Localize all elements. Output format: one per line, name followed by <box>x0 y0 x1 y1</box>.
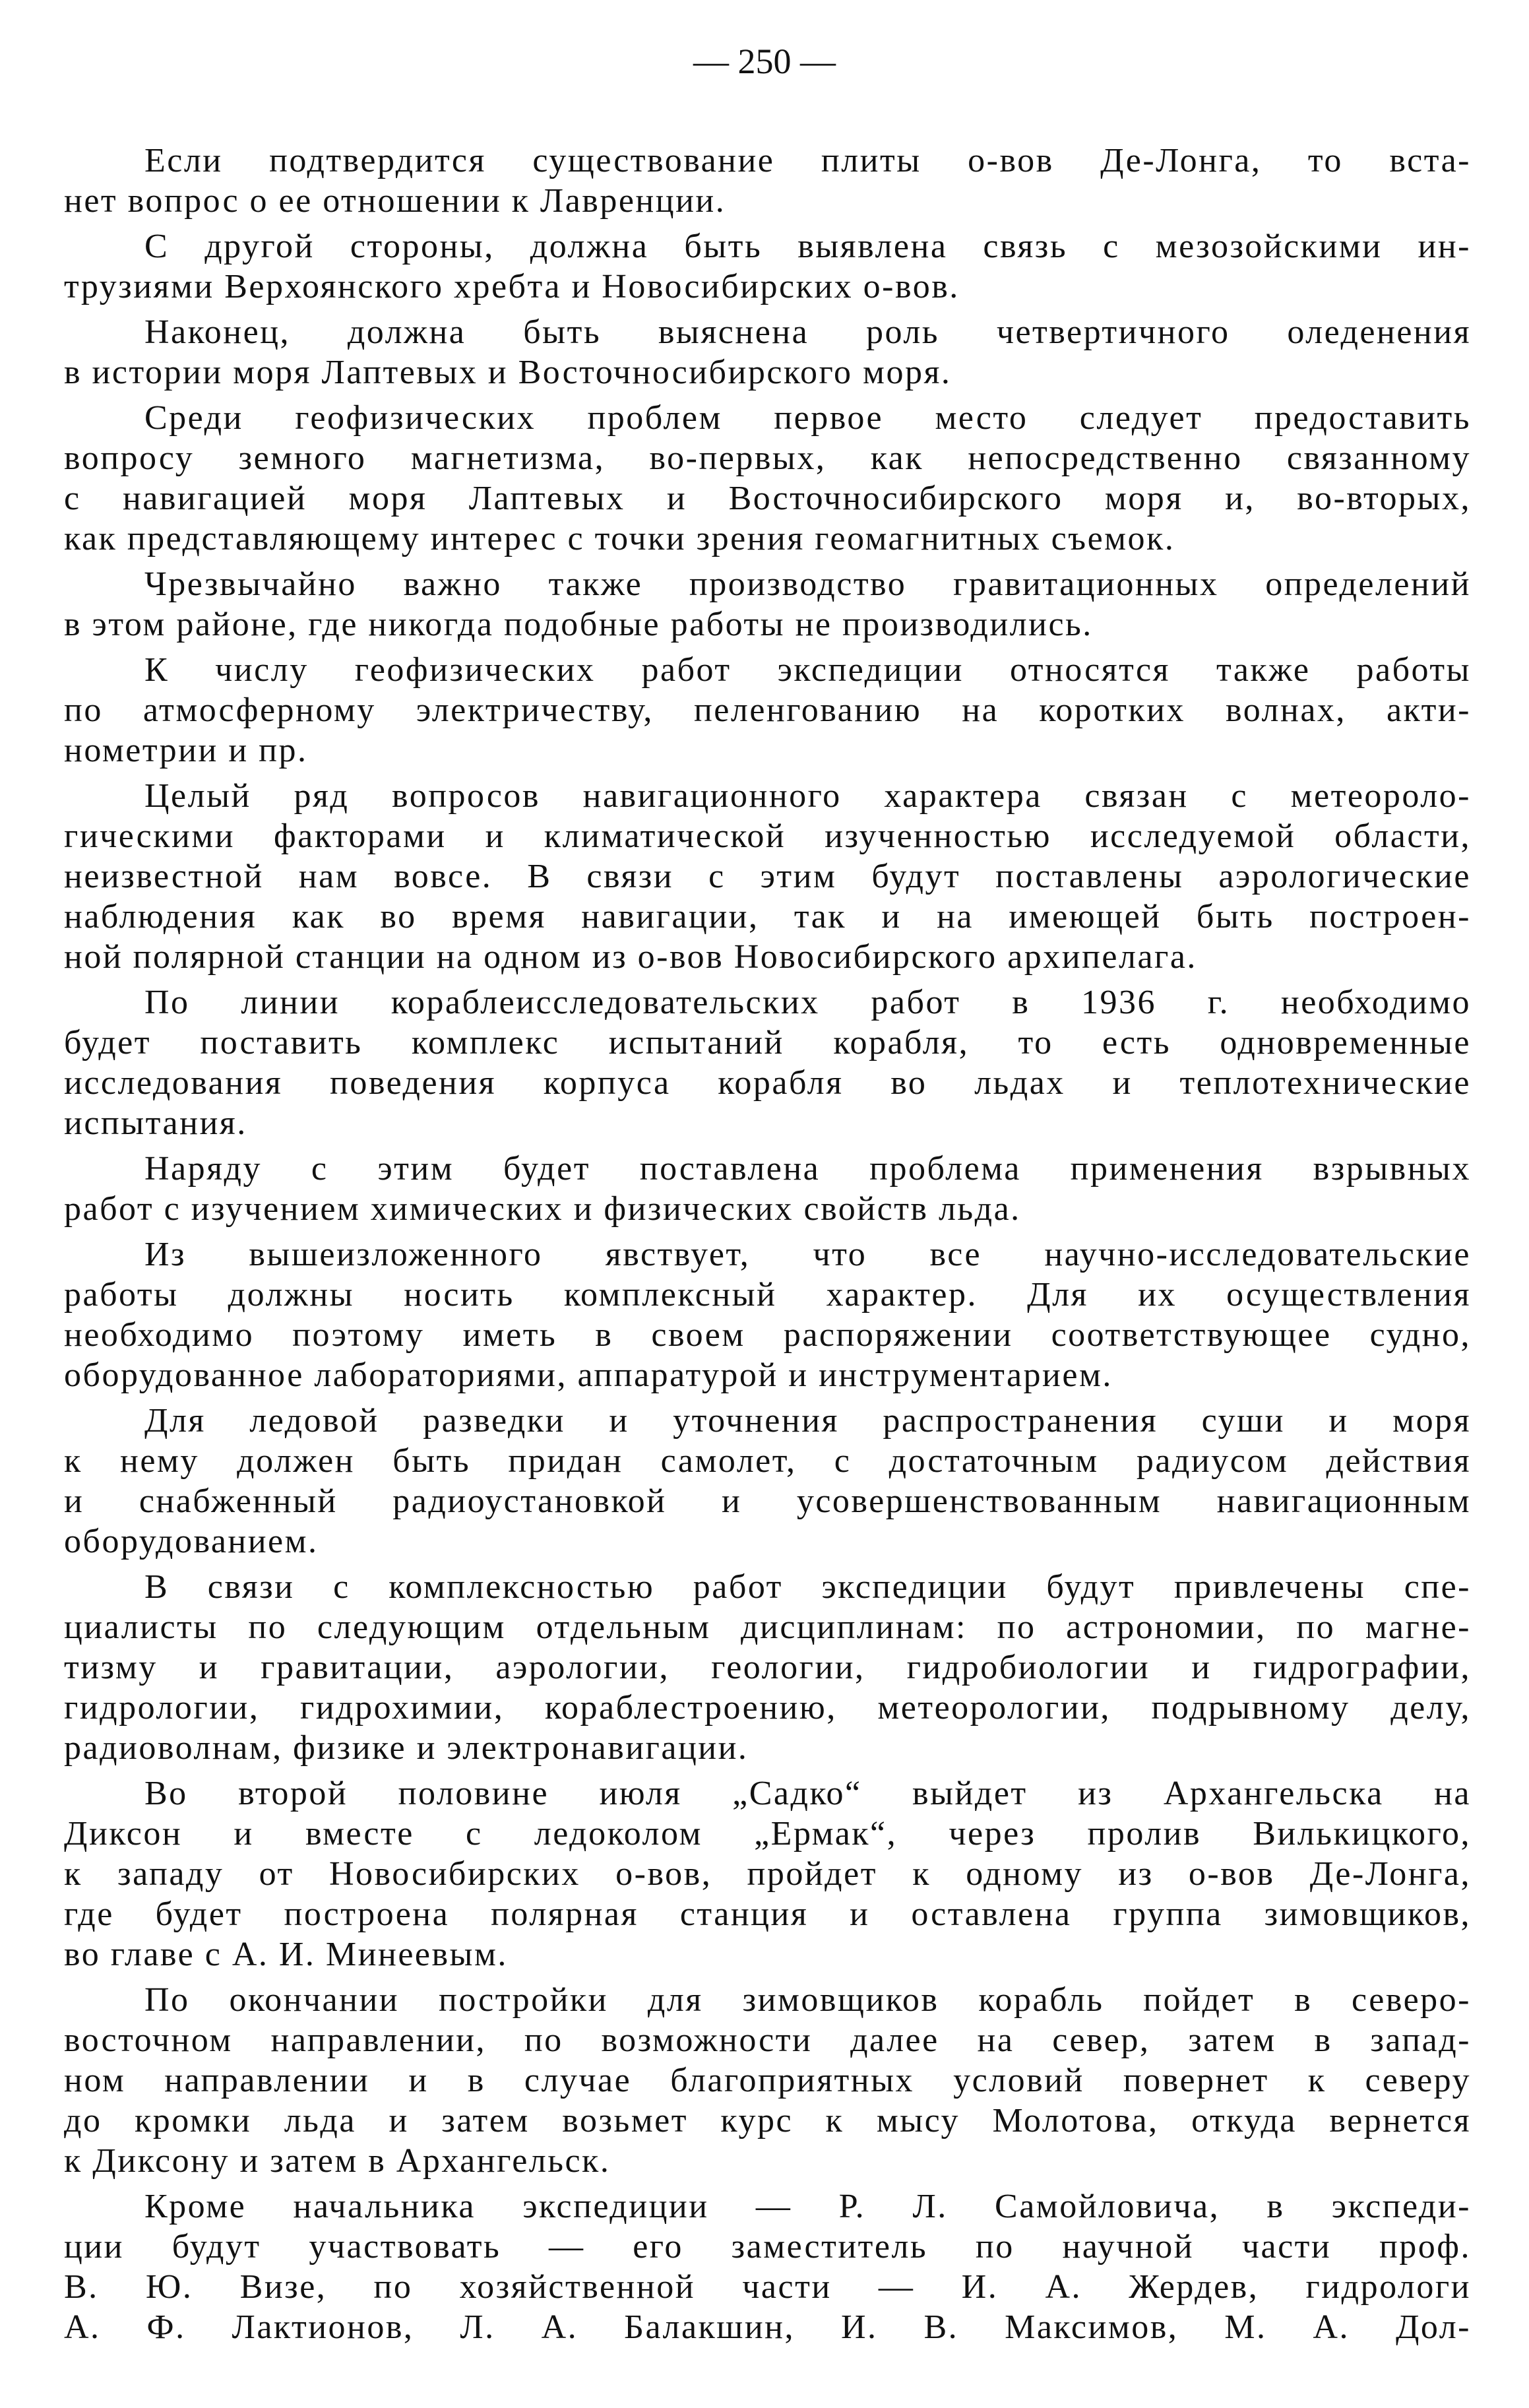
text-line: будет поставить комплекс испытаний корабля, то есть одновременные <box>64 1024 1471 1061</box>
text-line: наблюдения как во время навигации, так и на имеющей быть построен- <box>64 898 1471 935</box>
text-line: к нему должен быть придан самолет, с достаточным радиусом действия <box>64 1442 1471 1480</box>
text-line: А. Ф. Лактионов, Л. А. Балакшин, И. В. Максимов, М. А. Дол- <box>64 2308 1471 2346</box>
text-line: и снабженный радиоустановкой и усовершенствованным навигационным <box>64 1482 1471 1520</box>
paragraph <box>64 1234 1471 1395</box>
text-line: ном направлении и в случае благоприятных условий повернет к северу <box>64 2062 1471 2099</box>
text-line: Во второй половине июля „Садко“ выйдет из Архангельска на <box>144 1775 1471 1812</box>
text-line: гидрологии, гидрохимии, кораблестроению, метеорологии, подрывному делу, <box>64 1689 1471 1727</box>
text-line: Из вышеизложенного явствует, что все научно-исследовательские <box>144 1236 1471 1273</box>
text-line: К числу геофизических работ экспедиции относятся также работы <box>144 651 1471 689</box>
text-line: Среди геофизических проблем первое место следует предоставить <box>144 399 1471 437</box>
text-line: нометрии и пр. <box>64 732 308 769</box>
text-line: ции будут участвовать — его заместитель по научной части проф. <box>64 2228 1471 2265</box>
text-line: как представляющему интерес с точки зрения геомагнитных съемок. <box>64 520 1175 557</box>
text-line: трузиями Верхоянского хребта и Новосибирских о-вов. <box>64 268 960 305</box>
paragraph <box>64 564 1471 645</box>
text-line: Кроме начальника экспедиции — Р. Л. Самойловича, в экспеди- <box>144 2188 1471 2225</box>
paragraph <box>64 141 1471 221</box>
page-number: — 250 — <box>693 42 836 81</box>
text-line: исследования поведения корпуса корабля во льдах и теплотехнические <box>64 1064 1471 1102</box>
text-line: во главе с А. И. Минеевым. <box>64 1936 508 1973</box>
text-line: восточном направлении, по возможности далее на север, затем в запад- <box>64 2021 1471 2059</box>
paragraph <box>64 1149 1471 1229</box>
text-line: нет вопрос о ее отношении к Лавренции. <box>64 182 726 220</box>
text-line: Чрезвычайно важно также производство гравитационных определений <box>144 565 1471 603</box>
text-line: в этом районе, где никогда подобные работы не производились. <box>64 606 1093 643</box>
paragraph <box>64 1773 1471 1975</box>
text-line: гическими факторами и климатической изученностью исследуемой области, <box>64 817 1471 855</box>
text-line: Наконец, должна быть выяснена роль четвертичного оледенения <box>144 313 1471 351</box>
text-line: где будет построена полярная станция и оставлена группа зимовщиков, <box>64 1895 1471 1933</box>
text-line: По окончании постройки для зимовщиков корабль пойдет в северо- <box>144 1981 1471 2019</box>
text-line: к западу от Новосибирских о-вов, пройдет к одному из о-вов Де-Лонга, <box>64 1855 1471 1893</box>
text-line: с навигацией моря Лаптевых и Восточносибирского моря и, во-вторых, <box>64 480 1471 517</box>
paragraph <box>64 650 1471 771</box>
text-line: неизвестной нам вовсе. В связи с этим будут поставлены аэрологические <box>64 858 1471 895</box>
text-line: необходимо поэтому иметь в своем распоряжении соответствующее судно, <box>64 1316 1471 1354</box>
text-line: работ с изучением химических и физических свойств льда. <box>64 1190 1021 1228</box>
paragraph <box>64 1980 1471 2181</box>
text-line: оборудованием. <box>64 1523 319 1560</box>
paragraph <box>64 312 1471 393</box>
text-line: вопросу земного магнетизма, во-первых, как непосредственно связанному <box>64 439 1471 477</box>
text-line: Целый ряд вопросов навигационного характера связан с метеороло- <box>144 777 1471 815</box>
paragraph <box>64 1567 1471 1768</box>
text-line: тизму и гравитации, аэрологии, геологии, гидробиологии и гидрографии, <box>64 1649 1471 1686</box>
text-line: к Диксону и затем в Архангельск. <box>64 2142 611 2180</box>
text-line: Для ледовой разведки и уточнения распространения суши и моря <box>144 1402 1471 1440</box>
paragraph <box>64 398 1471 559</box>
text-line: в истории моря Лаптевых и Восточносибирского моря. <box>64 354 952 391</box>
text-line: В. Ю. Визе, по хозяйственной части — И. А. Жердев, гидрологи <box>64 2268 1471 2306</box>
paragraph <box>64 776 1471 977</box>
text-line: В связи с комплексностью работ экспедиции будут привлечены спе- <box>144 1568 1471 1606</box>
paragraph <box>64 1401 1471 1562</box>
text-line: по атмосферному электричеству, пеленгованию на коротких волнах, акти- <box>64 691 1471 729</box>
text-line: работы должны носить комплексный характер. Для их осуществления <box>64 1276 1471 1314</box>
text-line: По линии кораблеисследовательских работ в 1936 г. необходимо <box>144 984 1471 1021</box>
text-line: до кромки льда и затем возьмет курс к мысу Молотова, откуда вернется <box>64 2102 1471 2139</box>
text-line: Диксон и вместе с ледоколом „Ермак“, через пролив Вилькицкого, <box>64 1815 1471 1853</box>
paragraph <box>64 2186 1471 2347</box>
paragraph <box>64 982 1471 1143</box>
text-line: испытания. <box>64 1104 247 1142</box>
text-line: оборудованное лабораториями, аппаратурой и инструментарием. <box>64 1356 1113 1394</box>
text-line: Если подтвердится существование плиты о-вов Де-Лонга, то вста- <box>144 142 1471 179</box>
text-line: ной полярной станции на одном из о-вов Новосибирского архипелага. <box>64 938 1197 976</box>
text-line: Наряду с этим будет поставлена проблема применения взрывных <box>144 1150 1471 1188</box>
body-text <box>64 141 1471 2353</box>
text-line: радиоволнам, физике и электронавигации. <box>64 1729 749 1767</box>
text-line: циалисты по следующим отдельным дисциплинам: по астрономии, по магне- <box>64 1608 1471 1646</box>
paragraph <box>64 226 1471 307</box>
text-line: С другой стороны, должна быть выявлена связь с мезозойскими ин- <box>144 228 1471 265</box>
